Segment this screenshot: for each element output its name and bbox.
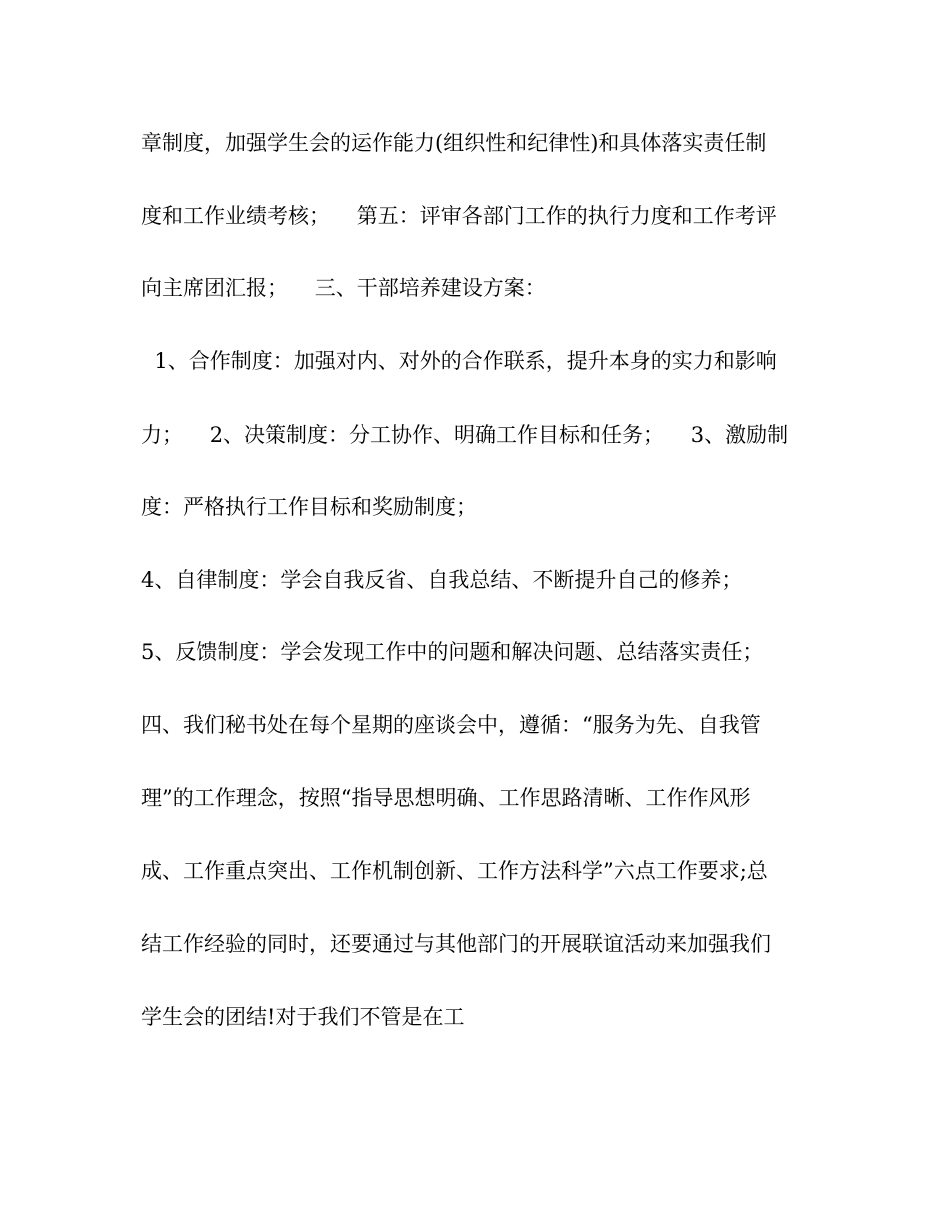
text-line: 理”的工作理念，按照“指导思想明确、工作思路清晰、工作作风形 [141, 786, 751, 810]
text-line: 成、工作重点突出、工作机制创新、工作方法科学”六点工作要求;总 [141, 859, 768, 883]
text-line: 四、我们秘书处在每个星期的座谈会中，遵循：“服务为先、自我管 [141, 713, 761, 737]
text-line: 1、合作制度：加强对内、对外的合作联系，提升本身的实力和影响 [141, 349, 777, 373]
text-line: 学生会的团结!对于我们不管是在工 [141, 1005, 465, 1029]
text-line: 章制度，加强学生会的运作能力(组织性和纪律性)和具体落实责任制 [141, 131, 767, 155]
text-line: 度和工作业绩考核； 第五：评审各部门工作的执行力度和工作考评 [141, 204, 777, 228]
text-line: 向主席团汇报； 三、干部培养建设方案： [141, 276, 546, 300]
text-line: 5、反馈制度：学会发现工作中的问题和解决问题、总结落实责任； [141, 640, 764, 664]
text-line: 度：严格执行工作目标和奖励制度； [141, 495, 477, 519]
text-line: 结工作经验的同时，还要通过与其他部门的开展联谊活动来加强我们 [141, 932, 771, 956]
text-line: 力； 2、决策制度：分工协作、明确工作目标和任务； 3、激励制 [141, 423, 789, 447]
text-line: 4、自律制度：学会自我反省、自我总结、不断提升自己的修养； [141, 568, 743, 592]
